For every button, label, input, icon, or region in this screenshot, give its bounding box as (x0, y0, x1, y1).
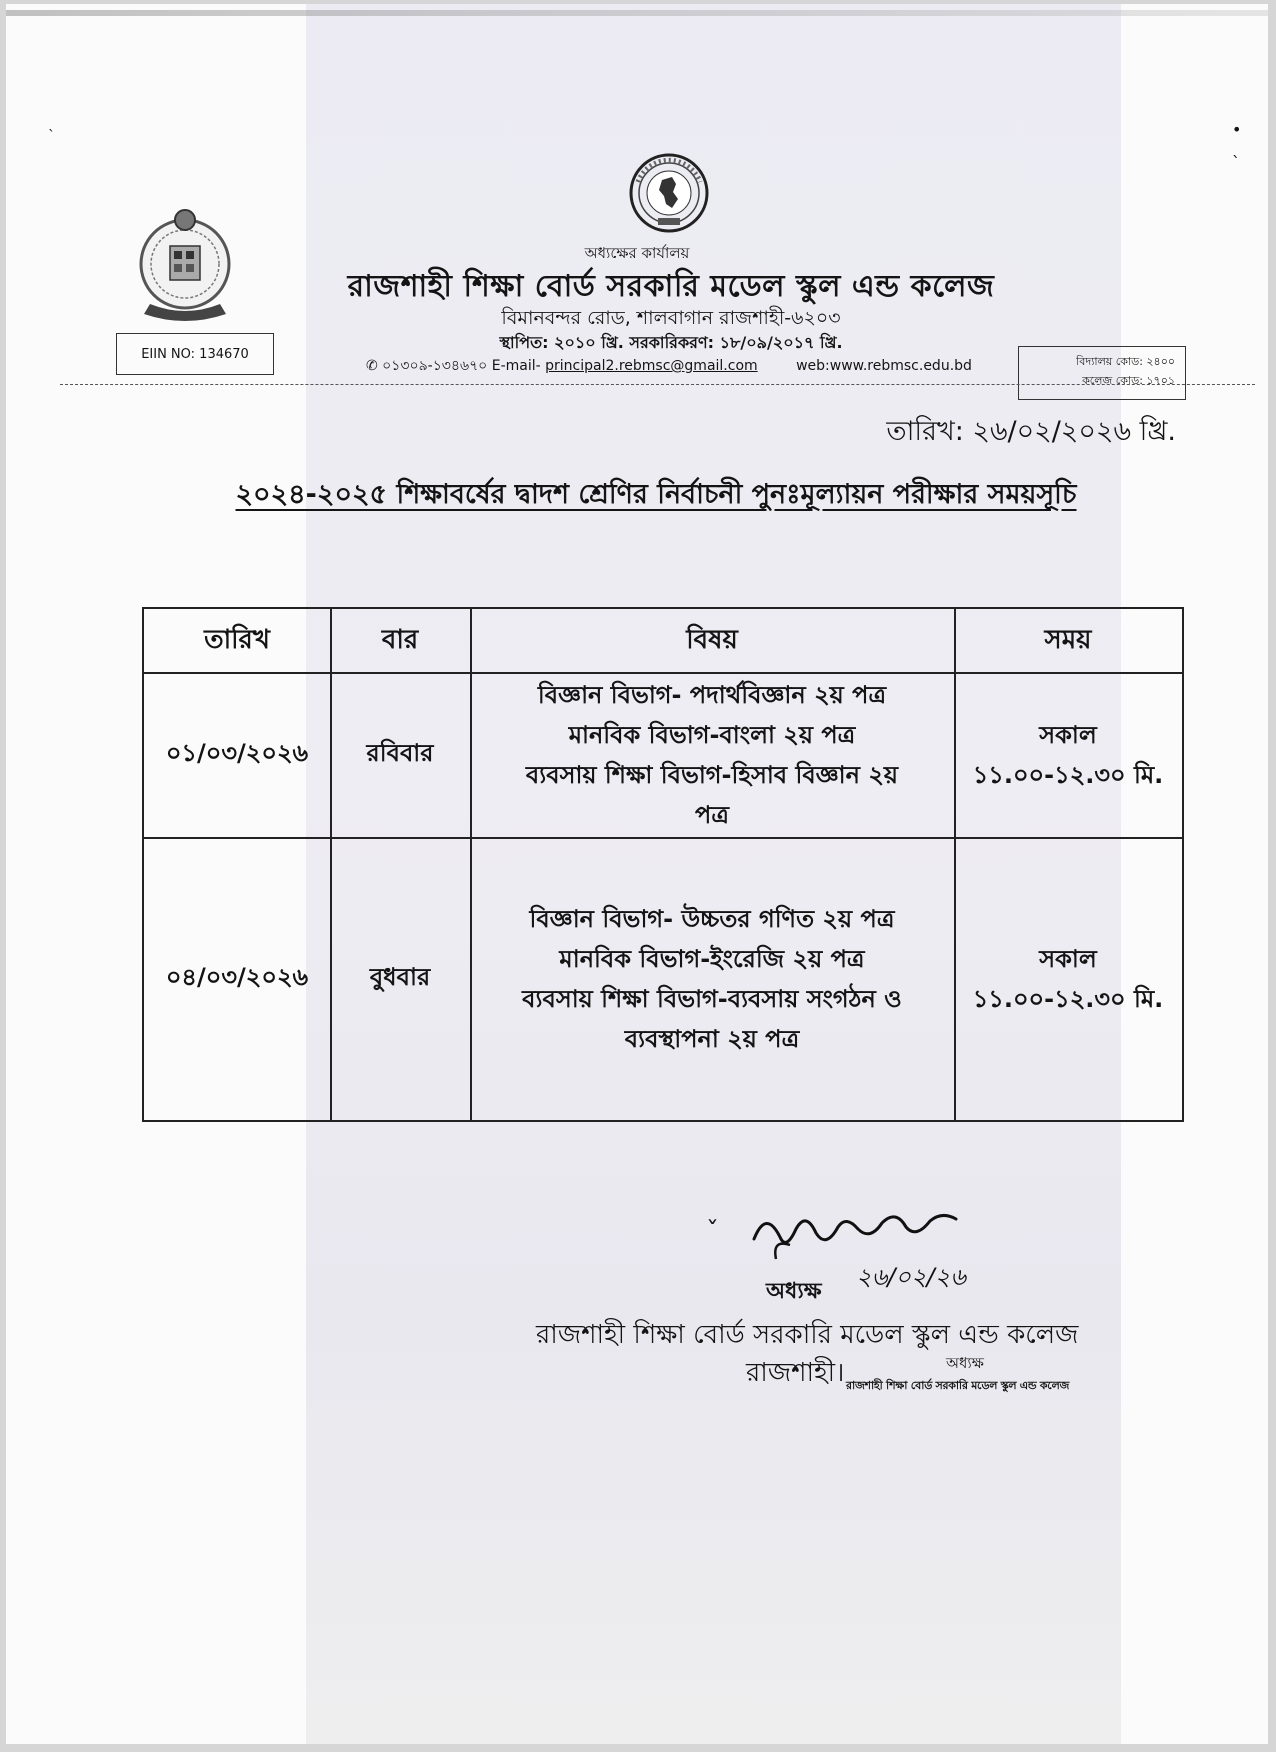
subject-line: ব্যবসায় শিক্ষা বিভাগ-হিসাব বিজ্ঞান ২য় (525, 760, 899, 789)
school-name: রাজশাহী শিক্ষা বোর্ড সরকারি মডেল স্কুল এন্ড কলেজ (347, 269, 995, 304)
time-label: সকাল (1039, 720, 1097, 749)
signature-date: ২৬/০২/২৬ (856, 1263, 966, 1291)
college-code: কলেজ কোড: ১৭০১ (1082, 374, 1175, 387)
row1-date: ০১/০৩/২০২৬ (165, 738, 309, 767)
subject-line: বিজ্ঞান বিভাগ- পদার্থবিজ্ঞান ২য় পত্র (537, 680, 887, 709)
school-address: বিমানবন্দর রোড, শালবাগান রাজশাহী-৬২০৩ (501, 307, 841, 329)
contact-line (366, 354, 972, 378)
eiin-box: EIIN NO: 134670 (116, 333, 274, 375)
scan-speck: ˎ (48, 116, 55, 132)
row2-date: ০৪/০৩/২০২৬ (165, 962, 309, 991)
scan-speck: • ˎ (1232, 120, 1242, 158)
header-day: বার (381, 624, 419, 655)
established-line: স্থাপিত: ২০১০ খ্রি. সরকারিকরণ: ১৮/০৯/২০১৭ খ্রি. (499, 333, 843, 352)
document-date: তারিখ: ২৬/০২/২০২৬ খ্রি. (886, 416, 1176, 447)
time-range: ১১.০০-১২.৩০ মি. (972, 984, 1164, 1013)
email-link[interactable]: principal2.rebmsc@gmail.com (545, 358, 758, 374)
row1-day: রবিবার (366, 738, 434, 767)
scan-edge (6, 10, 1268, 16)
header-divider (60, 384, 1255, 385)
codes-box (1018, 346, 1186, 400)
stamp-school: রাজশাহী শিক্ষা বোর্ড সরকারি মডেল স্কুল এন্ড কলেজ (846, 1379, 1070, 1392)
title-text: ২০২৪-২০২৫ শিক্ষাবর্ষের দ্বাদশ শ্রেণির নির্বাচনী পুনঃমূল্যায়ন পরীক্ষার সময়সূচি (235, 479, 1077, 510)
time-range: ১১.০০-১২.৩০ মি. (972, 760, 1164, 789)
tick-mark: ˇ (706, 1217, 719, 1247)
signatory-title: অধ্যক্ষ (766, 1279, 822, 1304)
header-time: সময় (1044, 624, 1092, 655)
row2-day: বুধবার (369, 962, 431, 991)
subject-line: পত্র (695, 800, 729, 829)
office-label: অধ্যক্ষের কার্যালয় (584, 244, 690, 262)
subject-line: মানবিক বিভাগ-বাংলা ২য় পত্র (568, 720, 856, 749)
time-label: সকাল (1039, 944, 1097, 973)
subject-line: ব্যবস্থাপনা ২য় পত্র (624, 1024, 800, 1053)
header-date: তারিখ (204, 624, 270, 655)
row2-subjects (470, 837, 954, 1120)
phone-text: ✆ ০১৩০৯-১৩৪৬৭০ E-mail- (366, 358, 541, 374)
stamp-title: অধ্যক্ষ (946, 1354, 984, 1372)
school-code: বিদ্যালয় কোড: ২৪০০ (1076, 355, 1175, 368)
school-logo-icon (130, 206, 240, 328)
row1-time (954, 672, 1182, 837)
subject-line: বিজ্ঞান বিভাগ- উচ্চতর গণিত ২য় পত্র (529, 904, 895, 933)
header-subject: বিষয় (686, 624, 738, 655)
signatory-school: রাজশাহী শিক্ষা বোর্ড সরকারি মডেল স্কুল এন্ড কলেজ (536, 1320, 1079, 1350)
website-link[interactable]: web:www.rebmsc.edu.bd (796, 358, 972, 374)
subject-line: মানবিক বিভাগ-ইংরেজি ২য় পত্র (559, 944, 865, 973)
subject-line: ব্যবসায় শিক্ষা বিভাগ-ব্যবসায় সংগঠন ও (522, 984, 902, 1013)
government-seal-icon (628, 152, 710, 234)
page-title (136, 474, 1176, 519)
row2-time (954, 837, 1182, 1120)
schedule-table (142, 607, 1184, 1122)
row1-subjects (470, 672, 954, 837)
signatory-city: রাজশাহী। (746, 1358, 845, 1388)
document-page (6, 4, 1268, 1744)
